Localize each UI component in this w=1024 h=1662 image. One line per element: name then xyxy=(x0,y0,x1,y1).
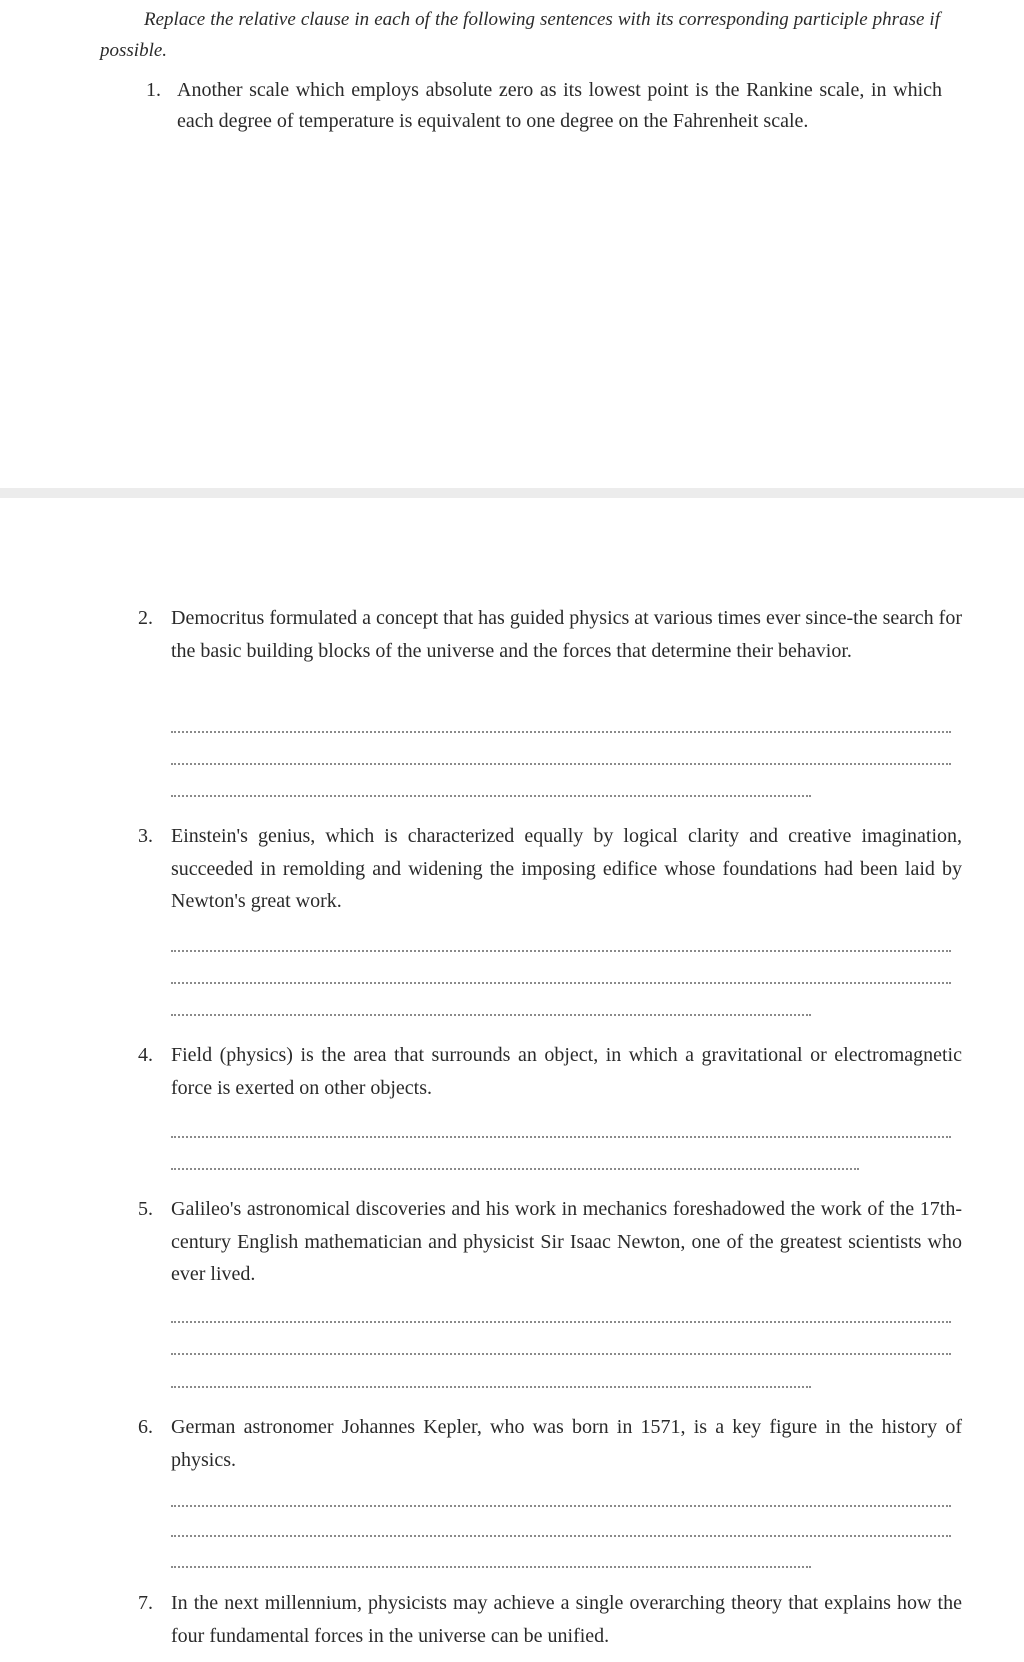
question-5 xyxy=(138,1193,962,1291)
question-6-number: 6. xyxy=(138,1416,153,1438)
answer-line[interactable] xyxy=(171,731,951,733)
question-1-number: 1. xyxy=(146,79,161,101)
question-1-text: Another scale which employs absolute zero as its lowest point is the Rankine scale, in which each degree of temperature is equivalent to one degree on the Fahrenheit scale. xyxy=(177,79,942,132)
answer-line[interactable] xyxy=(171,763,951,765)
question-7-text: In the next millennium, physicists may achieve a single overarching theory that explains how the four fundamental forces in the universe can be unified. xyxy=(171,1592,962,1647)
question-5-number: 5. xyxy=(138,1198,153,1220)
question-5-text: Galileo's astronomical discoveries and his work in mechanics foreshadowed the work of the 17th-century English mathematician and physicist Sir Isaac Newton, one of the greatest scientists who ever lived. xyxy=(171,1198,962,1285)
answer-line[interactable] xyxy=(171,1321,951,1323)
answer-line[interactable] xyxy=(171,1353,951,1355)
question-2-abs xyxy=(138,602,962,667)
question-2-number: 2. xyxy=(138,607,153,629)
question-6-text: German astronomer Johannes Kepler, who was born in 1571, is a key figure in the history of physics. xyxy=(171,1416,962,1471)
question-3-number: 3. xyxy=(138,825,153,847)
worksheet-page-1 xyxy=(0,0,1024,488)
answer-line[interactable] xyxy=(171,1136,951,1138)
answer-line[interactable] xyxy=(171,1168,859,1170)
question-1 xyxy=(146,75,942,137)
question-7 xyxy=(138,1587,962,1652)
answer-line[interactable] xyxy=(171,1535,951,1537)
question-4 xyxy=(138,1039,962,1104)
answer-line[interactable] xyxy=(171,1386,811,1388)
question-4-number: 4. xyxy=(138,1044,153,1066)
question-2-text: Democritus formulated a concept that has guided physics at various times ever since-the search for the basic building blocks of the universe and the forces that determine their behavior. xyxy=(171,607,962,662)
question-3-text: Einstein's genius, which is characterized equally by logical clarity and creative imagination, succeeded in remolding and widening the imposing edifice whose foundations had been laid by Newton's great work. xyxy=(171,825,962,912)
question-3 xyxy=(138,820,962,918)
answer-line[interactable] xyxy=(171,950,951,952)
instruction-text: Replace the relative clause in each of the following sentences with its corresponding participle phrase if possible. xyxy=(100,9,940,61)
answer-line[interactable] xyxy=(171,1566,811,1568)
answer-line[interactable] xyxy=(171,982,951,984)
question-7-number: 7. xyxy=(138,1592,153,1614)
answer-line[interactable] xyxy=(171,795,811,797)
answer-line[interactable] xyxy=(171,1505,951,1507)
page-divider xyxy=(0,488,1024,498)
question-4-text: Field (physics) is the area that surrounds an object, in which a gravitational or electromagnetic force is exerted on other objects. xyxy=(171,1044,962,1099)
question-6 xyxy=(138,1411,962,1476)
answer-line[interactable] xyxy=(171,1014,811,1016)
